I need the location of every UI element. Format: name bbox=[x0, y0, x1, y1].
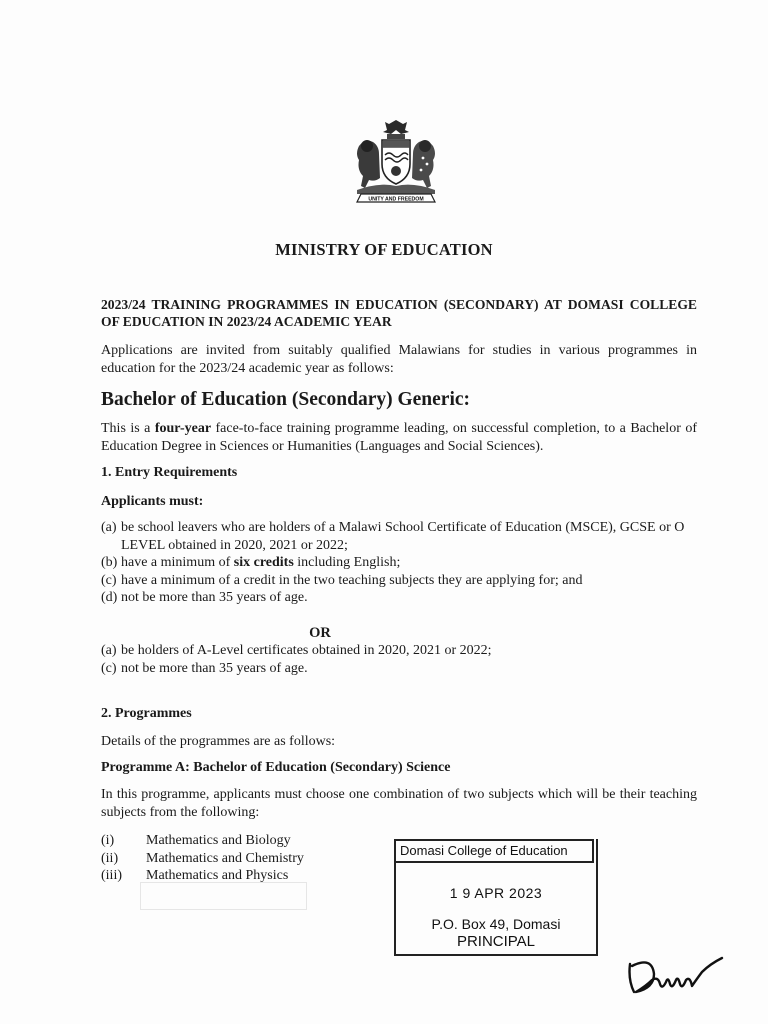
requirements-list bbox=[101, 519, 697, 607]
list-item bbox=[101, 660, 697, 678]
item-text-pre: have a minimum of bbox=[121, 555, 234, 571]
desc-duration: four-year bbox=[154, 421, 212, 436]
item-label: (b) bbox=[101, 555, 118, 571]
subject-number: (ii) bbox=[101, 850, 119, 866]
list-item bbox=[101, 572, 697, 590]
item-text: have a minimum of a credit in the two teaching subjects they are applying for; and bbox=[121, 572, 583, 588]
subject-name: Mathematics and Chemistry bbox=[146, 850, 304, 866]
programme-a-description: In this programme, applicants must choose one combination of two subjects which will be their teaching subjects from the following: bbox=[101, 787, 697, 820]
notice-intro: Applications are invited from suitably qualified Malawians for studies in various programmes in education for the 2023/24 academic year as follows: bbox=[101, 343, 697, 376]
alt-requirements-list bbox=[101, 642, 697, 677]
item-label: (c) bbox=[101, 660, 117, 676]
list-item bbox=[101, 642, 697, 660]
subject-number: (iii) bbox=[101, 868, 122, 884]
subject-name: Mathematics and Physics bbox=[146, 868, 289, 884]
subject-name: Mathematics and Biology bbox=[146, 833, 291, 848]
stamp-address: P.O. Box 49, Domasi bbox=[431, 916, 561, 932]
or-divider: OR bbox=[309, 625, 331, 641]
degree-description bbox=[101, 420, 697, 456]
list-item bbox=[101, 589, 697, 607]
section-2-heading: 2. Programmes bbox=[101, 706, 192, 721]
subject-number: (i) bbox=[101, 833, 115, 848]
list-item bbox=[101, 850, 361, 868]
item-text-post: including English; bbox=[293, 555, 401, 571]
programmes-intro: Details of the programmes are as follows: bbox=[101, 734, 336, 749]
item-text: not be more than 35 years of age. bbox=[121, 660, 308, 676]
desc-suffix: face-to-face training programme leading, on successful completion, to a Bachelor of Education Degree in Sciences or Humanities (Languages and Social Sciences). bbox=[101, 421, 697, 454]
official-stamp bbox=[394, 839, 598, 956]
list-item bbox=[101, 519, 697, 554]
item-text: be holders of A-Level certificates obtained in 2020, 2021 or 2022; bbox=[121, 643, 492, 658]
item-label: (a) bbox=[101, 643, 117, 658]
list-item bbox=[101, 554, 697, 572]
item-label: (d) bbox=[101, 590, 118, 606]
coat-of-arms-icon bbox=[349, 118, 443, 204]
stamp-institution: Domasi College of Education bbox=[394, 839, 594, 863]
item-text: not be more than 35 years of age. bbox=[121, 590, 308, 606]
item-label: (c) bbox=[101, 572, 117, 588]
degree-title: Bachelor of Education (Secondary) Generic: bbox=[101, 389, 471, 410]
stamp-title: PRINCIPAL bbox=[456, 933, 536, 950]
signature-icon bbox=[622, 950, 732, 1000]
notice-heading: 2023/24 TRAINING PROGRAMMES IN EDUCATION (SECONDARY) AT DOMASI COLLEGE OF EDUCATION IN 2023/24 ACADEMIC YEAR bbox=[101, 297, 697, 329]
item-text: be school leavers who are holders of a Malawi School Certificate of Education (MSCE), GCSE or O LEVEL obtained in 2020, 2021 or 2022; bbox=[121, 520, 685, 553]
crest-motto: UNITY AND FREEDOM bbox=[368, 196, 424, 203]
bleed-through-mark bbox=[140, 882, 307, 910]
desc-prefix: This is a bbox=[101, 421, 155, 436]
subject-list bbox=[101, 832, 361, 885]
item-text-bold: six credits bbox=[233, 555, 294, 571]
stamp-date: 1 9 APR 2023 bbox=[449, 885, 543, 901]
list-item bbox=[101, 832, 361, 850]
programme-a-title: Programme A: Bachelor of Education (Secondary) Science bbox=[101, 760, 451, 775]
ministry-title: MINISTRY OF EDUCATION bbox=[275, 240, 493, 259]
applicants-label: Applicants must: bbox=[101, 494, 204, 509]
item-label: (a) bbox=[101, 520, 117, 535]
section-1-heading: 1. Entry Requirements bbox=[101, 465, 238, 480]
